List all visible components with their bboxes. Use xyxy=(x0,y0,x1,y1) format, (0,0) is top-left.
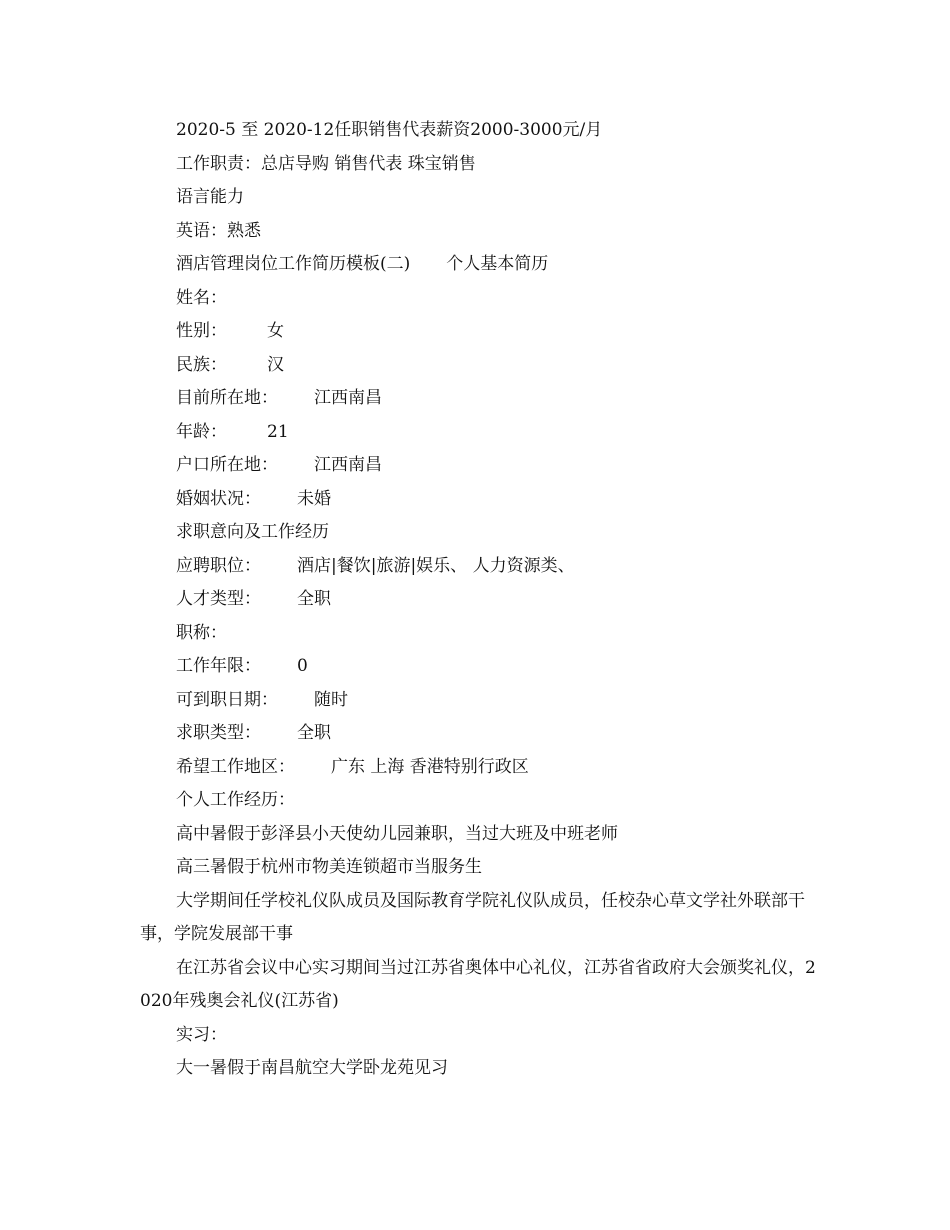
jobtype-line xyxy=(140,717,820,751)
location-label: 目前所在地： xyxy=(176,388,278,408)
name-label: 姓名： xyxy=(176,287,227,308)
start-label: 可到职日期： xyxy=(176,689,278,710)
jobtype-value: 全职 xyxy=(297,723,331,743)
gender-value: 女 xyxy=(267,321,284,341)
template-title-line xyxy=(140,248,820,282)
intern-item-1: 大一暑假于南昌航空大学卧龙苑见习 xyxy=(176,1058,448,1078)
hukou-line xyxy=(140,449,820,483)
gender-line xyxy=(140,315,820,349)
intern-heading: 实习： xyxy=(176,1024,227,1045)
english-line: 英语：熟悉 xyxy=(176,220,261,241)
experience-heading: 个人工作经历： xyxy=(176,790,295,810)
talent-label: 人才类型： xyxy=(176,589,261,609)
ethnicity-line xyxy=(140,349,820,383)
region-label: 希望工作地区： xyxy=(176,756,295,777)
talent-value: 全职 xyxy=(297,589,331,609)
experience-item-4: 在江苏省会议中心实习期间当过江苏省奥体中心礼仪，江苏省省政府大会颁奖礼仪，2020年残奥会礼仪(江苏省) xyxy=(140,957,816,1011)
age-value: 21 xyxy=(267,421,289,442)
region-line xyxy=(140,751,820,785)
start-line xyxy=(140,684,820,718)
years-line xyxy=(140,650,820,684)
years-value: 0 xyxy=(297,656,308,676)
age-label: 年龄： xyxy=(176,421,227,442)
start-value: 随时 xyxy=(314,689,348,710)
hukou-value: 江西南昌 xyxy=(314,455,382,475)
experience-item-2: 高三暑假于杭州市物美连锁超市当服务生 xyxy=(176,857,482,877)
region-value: 广东 上海 香港特别行政区 xyxy=(331,756,529,777)
language-heading: 语言能力 xyxy=(176,187,244,207)
ethnicity-label: 民族： xyxy=(176,354,227,375)
location-value: 江西南昌 xyxy=(314,388,382,408)
age-line xyxy=(140,416,820,450)
title-line xyxy=(140,617,820,651)
talent-line xyxy=(140,583,820,617)
years-label: 工作年限： xyxy=(176,656,261,676)
intent-heading: 求职意向及工作经历 xyxy=(176,522,329,542)
marital-label: 婚姻状况： xyxy=(176,488,261,509)
template-title: 酒店管理岗位工作简历模板(二) xyxy=(176,254,411,274)
name-line xyxy=(140,282,820,316)
ethnicity-value: 汉 xyxy=(267,354,284,375)
basic-heading: 个人基本简历 xyxy=(446,254,549,274)
experience-item-1: 高中暑假于彭泽县小天使幼儿园兼职，当过大班及中班老师 xyxy=(176,823,618,844)
experience-item-3: 大学期间任学校礼仪队成员及国际教育学院礼仪队成员，任校杂心草文学社外联部干事，学院发展部干事 xyxy=(140,890,805,944)
hukou-label: 户口所在地： xyxy=(176,455,278,475)
marital-line xyxy=(140,483,820,517)
marital-value: 未婚 xyxy=(297,488,331,509)
salary-line: 2020-5 至 2020-12任职销售代表薪资2000-3000元/月 xyxy=(176,120,603,140)
resume-body xyxy=(140,114,820,1086)
duties-line: 工作职责：总店导购 销售代表 珠宝销售 xyxy=(176,153,476,174)
title-label: 职称： xyxy=(176,622,227,643)
location-line xyxy=(140,382,820,416)
jobtype-label: 求职类型： xyxy=(176,723,261,743)
position-label: 应聘职位： xyxy=(176,555,261,576)
position-value: 酒店|餐饮|旅游|娱乐、 人力资源类、 xyxy=(297,555,575,576)
position-line xyxy=(140,550,820,584)
gender-label: 性别： xyxy=(176,321,227,341)
